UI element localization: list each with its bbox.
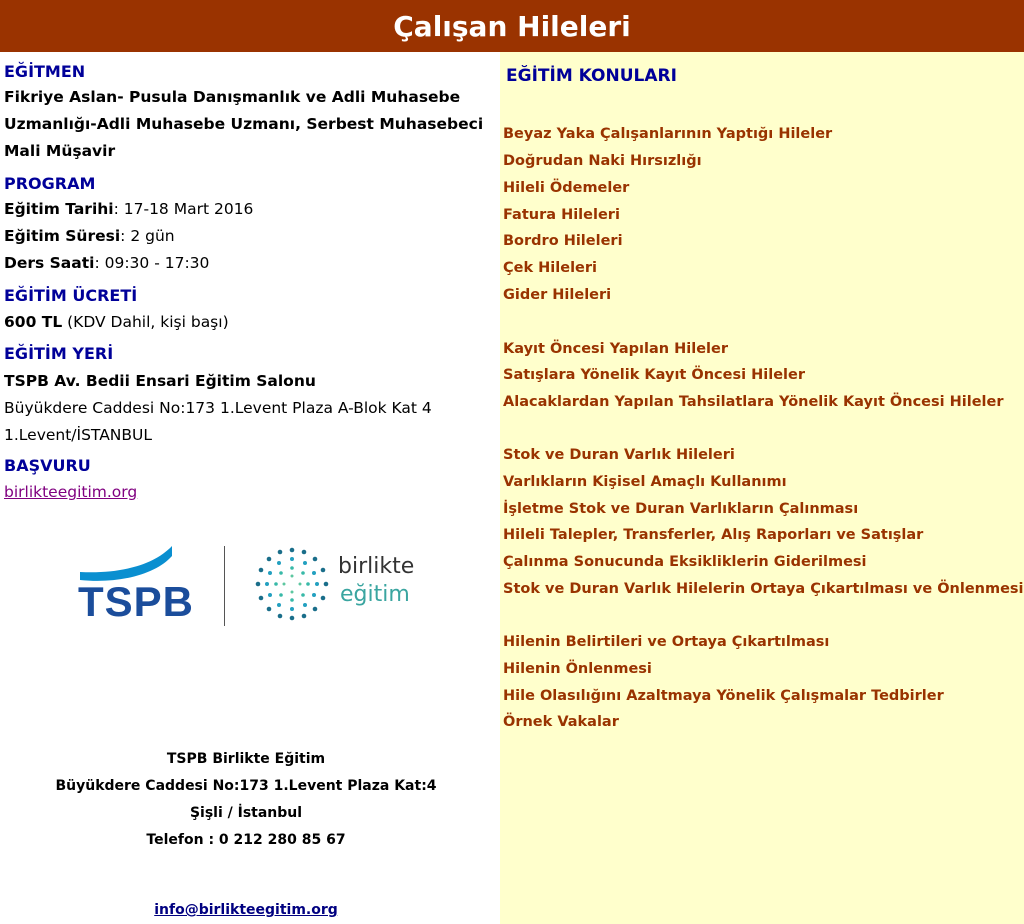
yer-name: TSPB Av. Bedii Ensari Eğitim Salonu — [4, 372, 316, 390]
program-date-label: Eğitim Tarihi — [4, 200, 114, 218]
topic-item: Çalınma Sonucunda Eksikliklerin Giderilmesi — [503, 554, 867, 570]
program-hours-value: : 09:30 - 17:30 — [94, 254, 210, 272]
program-duration — [4, 227, 175, 245]
topic-item: Bordro Hileleri — [503, 233, 623, 249]
footer-email-link[interactable]: info@birlikteegitim.org — [154, 902, 338, 918]
topic-item: Hile Olasılığını Azaltmaya Yönelik Çalışmalar Tedbirler — [503, 688, 944, 704]
program-hours-label: Ders Saati — [4, 254, 95, 272]
program-duration-value: : 2 gün — [120, 227, 175, 245]
egitmen-line-3: Mali Müşavir — [4, 142, 116, 160]
topic-item: Varlıkların Kişisel Amaçlı Kullanımı — [503, 474, 787, 490]
tspb-logo — [78, 544, 204, 626]
yer-address-2: 1.Levent/İSTANBUL — [4, 426, 153, 444]
ucret-heading: EĞİTİM ÜCRETİ — [4, 286, 138, 305]
basvuru-heading: BAŞVURU — [4, 456, 91, 475]
logo-divider — [224, 546, 225, 626]
program-duration-label: Eğitim Süresi — [4, 227, 121, 245]
topic-item: Gider Hileleri — [503, 287, 612, 303]
topic-item: Hilenin Önlenmesi — [503, 661, 652, 677]
topic-item: Stok ve Duran Varlık Hilelerin Ortaya Çıkartılması ve Önlenmesi — [503, 581, 1024, 597]
birlikte-text: birlikte — [338, 554, 415, 579]
birlikte-dots-icon — [252, 544, 332, 624]
topic-item: Alacaklardan Yapılan Tahsilatlara Yönelik Kayıt Öncesi Hileler — [503, 394, 1004, 410]
info-panel — [0, 52, 500, 924]
egitmen-line-2: Uzmanlığı-Adli Muhasebe Uzmanı, Serbest Muhasebeci — [4, 115, 484, 133]
topic-item: Hileli Ödemeler — [503, 180, 630, 196]
footer-address: Büyükdere Caddesi No:173 1.Levent Plaza Kat:4 — [55, 778, 437, 794]
egitmen-line-1: Fikriye Aslan- Pusula Danışmanlık ve Adli Muhasebe — [4, 88, 461, 106]
tspb-logo-text: TSPB — [78, 578, 195, 625]
topic-item: Fatura Hileleri — [503, 207, 620, 223]
topic-item: Doğrudan Naki Hırsızlığı — [503, 153, 702, 169]
yer-address-1: Büyükdere Caddesi No:173 1.Levent Plaza A-Blok Kat 4 — [4, 399, 432, 417]
page-title: Çalışan Hileleri — [393, 9, 631, 43]
topic-item: İşletme Stok ve Duran Varlıkların Çalınması — [503, 501, 859, 517]
footer-city: Şişli / İstanbul — [189, 805, 303, 821]
yer-heading: EĞİTİM YERİ — [4, 344, 114, 363]
topic-item: Hileli Talepler, Transferler, Alış Raporları ve Satışlar — [503, 527, 924, 543]
footer-org: TSPB Birlikte Eğitim — [166, 751, 326, 767]
program-date — [4, 200, 253, 218]
egitim-text: eğitim — [340, 582, 410, 607]
topics-panel — [500, 52, 1024, 924]
topics-heading: EĞİTİM KONULARI — [506, 66, 677, 86]
egitmen-heading: EĞİTMEN — [4, 62, 86, 81]
topic-item: Kayıt Öncesi Yapılan Hileler — [503, 341, 728, 357]
footer-email-wrap — [0, 902, 492, 918]
topic-item: Beyaz Yaka Çalışanlarının Yaptığı Hileler — [503, 126, 833, 142]
footer-phone: Telefon : 0 212 280 85 67 — [146, 832, 346, 848]
page-title-banner — [0, 0, 1024, 52]
birlikte-egitim-logo — [252, 544, 422, 628]
ucret-line — [4, 313, 229, 331]
ucret-amount: 600 TL — [4, 313, 63, 331]
ucret-note: (KDV Dahil, kişi başı) — [62, 313, 229, 331]
topic-item: Stok ve Duran Varlık Hileleri — [503, 447, 735, 463]
basvuru-link[interactable]: birlikteegitim.org — [4, 483, 138, 501]
program-heading: PROGRAM — [4, 174, 96, 193]
topic-item: Satışlara Yönelik Kayıt Öncesi Hileler — [503, 367, 805, 383]
topic-item: Hilenin Belirtileri ve Ortaya Çıkartılması — [503, 634, 830, 650]
program-date-value: : 17-18 Mart 2016 — [113, 200, 254, 218]
program-hours — [4, 254, 209, 272]
topic-item: Örnek Vakalar — [503, 714, 619, 730]
topic-item: Çek Hileleri — [503, 260, 598, 276]
